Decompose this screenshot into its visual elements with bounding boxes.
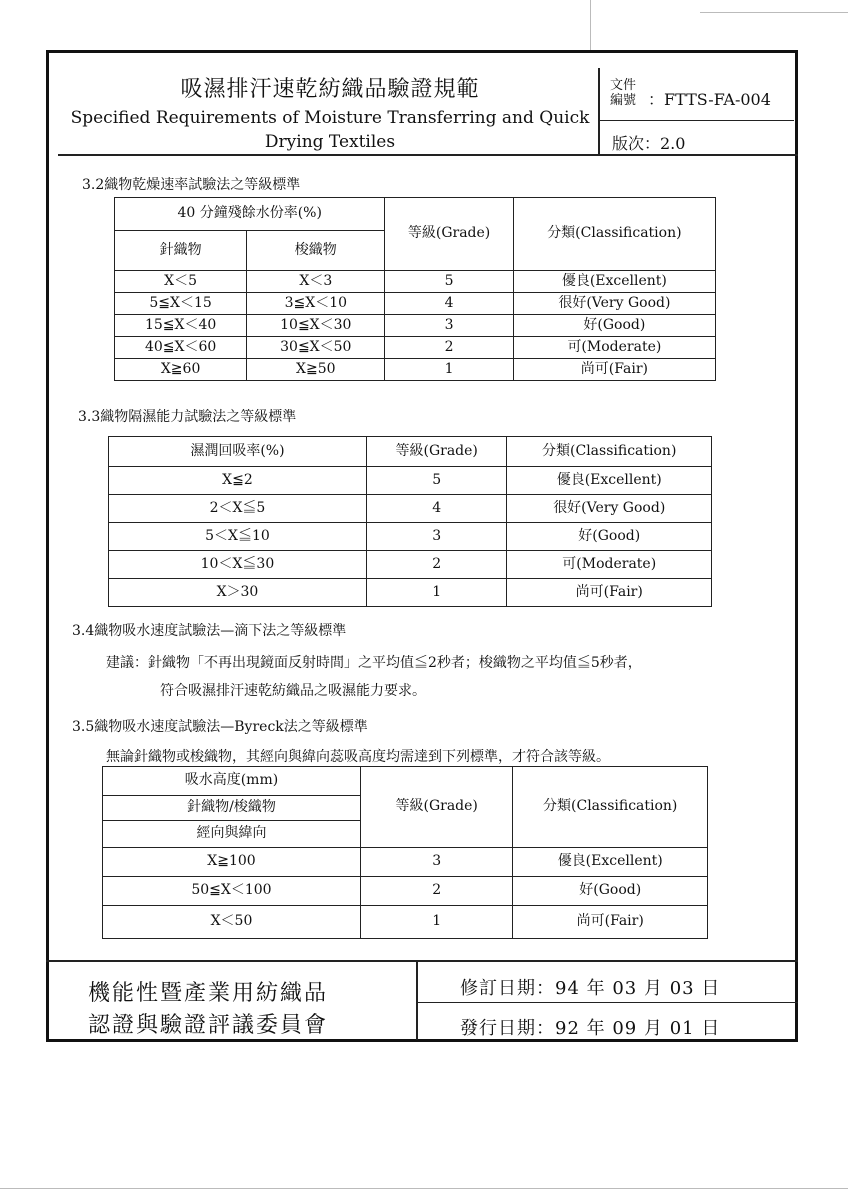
footer-divider-top [46, 960, 798, 962]
table-row [115, 315, 716, 337]
cell-grade: 2 [366, 551, 507, 579]
document-title-english: Specified Requirements of Moisture Transferring and Quick Drying Textiles [70, 108, 590, 152]
cell-rate: X≦2 [109, 467, 367, 495]
cell-grade: 4 [385, 293, 513, 315]
cell-knit: X＜5 [115, 271, 247, 293]
header-classification: 分類(Classification) [507, 437, 712, 467]
header-divider-vertical [598, 68, 600, 156]
header-knit: 針織物 [115, 231, 247, 271]
cell-woven: 3≦X＜10 [247, 293, 385, 315]
document-version: 版次：2.0 [612, 134, 686, 153]
table-row [115, 337, 716, 359]
header-residual-moisture: 40 分鐘殘餘水份率(%) [115, 198, 385, 231]
header-grade: 等級(Grade) [366, 437, 507, 467]
cell-grade: 3 [360, 848, 513, 877]
cell-woven: 10≦X＜30 [247, 315, 385, 337]
cell-classification: 尚可(Fair) [513, 359, 715, 381]
header-grade: 等級(Grade) [360, 767, 513, 848]
cell-classification: 尚可(Fair) [507, 579, 712, 607]
table-row [109, 579, 712, 607]
header-wet-regain: 濕潤回吸率(%) [109, 437, 367, 467]
cell-rate: X＞30 [109, 579, 367, 607]
cell-knit: X≧60 [115, 359, 247, 381]
cell-height: 50≦X＜100 [103, 877, 361, 906]
table-row [103, 906, 708, 939]
section-3-5-title: 3.5織物吸水速度試驗法—Byreck法之等級標準 [72, 719, 368, 735]
table-row [103, 848, 708, 877]
cell-classification: 可(Moderate) [507, 551, 712, 579]
byreck-table [102, 766, 708, 939]
committee-name-line1: 機能性暨產業用紡織品 [88, 981, 329, 1006]
document-title-chinese: 吸濕排汗速乾紡織品驗證規範 [180, 77, 480, 102]
table-row [109, 523, 712, 551]
cell-classification: 很好(Very Good) [507, 495, 712, 523]
cell-rate: 5＜X≦10 [109, 523, 367, 551]
footer-divider-middle [416, 1002, 798, 1003]
header-direction: 經向與緯向 [103, 821, 361, 848]
cell-woven: 30≦X＜50 [247, 337, 385, 359]
cell-woven: X＜3 [247, 271, 385, 293]
header-absorption-height: 吸水高度(mm) [103, 767, 361, 796]
cell-grade: 5 [366, 467, 507, 495]
cell-grade: 4 [366, 495, 507, 523]
cell-classification: 優良(Excellent) [507, 467, 712, 495]
cell-grade: 1 [360, 906, 513, 939]
cell-height: X＜50 [103, 906, 361, 939]
cell-grade: 3 [366, 523, 507, 551]
committee-name [88, 978, 328, 1042]
cell-grade: 1 [366, 579, 507, 607]
cell-classification: 很好(Very Good) [513, 293, 715, 315]
wet-cling-table [108, 436, 712, 607]
cell-rate: 2＜X≦5 [109, 495, 367, 523]
scan-line-bottom [0, 1188, 848, 1189]
cell-classification: 好(Good) [513, 877, 708, 906]
cell-classification: 好(Good) [507, 523, 712, 551]
cell-woven: X≧50 [247, 359, 385, 381]
cell-knit: 15≦X＜40 [115, 315, 247, 337]
header-grade: 等級(Grade) [385, 198, 513, 271]
footer-divider-vertical [416, 962, 418, 1040]
section-3-2-title: 3.2織物乾燥速率試驗法之等級標準 [82, 177, 301, 193]
section-3-4-title: 3.4織物吸水速度試驗法—滴下法之等級標準 [72, 623, 347, 639]
cell-height: X≧100 [103, 848, 361, 877]
table-row [109, 551, 712, 579]
revision-date: 修訂日期：94 年 03 月 03 日 [460, 978, 721, 999]
cell-grade: 3 [385, 315, 513, 337]
committee-name-line2: 認證與驗證評議委員會 [88, 1013, 329, 1038]
document-number-label: 文件 編號 [610, 78, 637, 108]
table-row [109, 495, 712, 523]
cell-classification: 優良(Excellent) [513, 848, 708, 877]
cell-rate: 10＜X≦30 [109, 551, 367, 579]
cell-grade: 5 [385, 271, 513, 293]
section-3-4-text-line2: 符合吸濕排汗速乾紡織品之吸濕能力要求。 [160, 683, 426, 699]
cell-grade: 2 [360, 877, 513, 906]
cell-classification: 優良(Excellent) [513, 271, 715, 293]
section-3-3-title: 3.3織物隔濕能力試驗法之等級標準 [78, 409, 297, 425]
header-divider-middle [598, 120, 794, 121]
cell-classification: 好(Good) [513, 315, 715, 337]
cell-classification: 尚可(Fair) [513, 906, 708, 939]
header-classification: 分類(Classification) [513, 198, 715, 271]
header-classification: 分類(Classification) [513, 767, 708, 848]
table-row [109, 467, 712, 495]
header-fabric: 針織物/梭織物 [103, 796, 361, 821]
issue-date: 發行日期：92 年 09 月 01 日 [460, 1018, 721, 1039]
scan-line-top [590, 0, 591, 50]
cell-grade: 2 [385, 337, 513, 359]
scan-line-top-right [700, 12, 848, 13]
drying-rate-table [114, 197, 716, 381]
cell-classification: 可(Moderate) [513, 337, 715, 359]
section-3-4-text-line1: 建議：針織物「不再出現鏡面反射時間」之平均值≦2秒者；梭織物之平均值≦5秒者， [106, 655, 642, 671]
cell-knit: 40≦X＜60 [115, 337, 247, 359]
cell-knit: 5≦X＜15 [115, 293, 247, 315]
table-row [115, 293, 716, 315]
document-number: ：FTTS-FA-004 [648, 90, 771, 109]
section-3-5-text: 無論針織物或梭織物，其經向與緯向蕊吸高度均需達到下列標準，才符合該等級。 [106, 749, 610, 765]
cell-grade: 1 [385, 359, 513, 381]
table-row [115, 271, 716, 293]
table-row [115, 359, 716, 381]
table-row [103, 877, 708, 906]
header-divider-bottom [58, 154, 798, 156]
header-woven: 梭織物 [247, 231, 385, 271]
